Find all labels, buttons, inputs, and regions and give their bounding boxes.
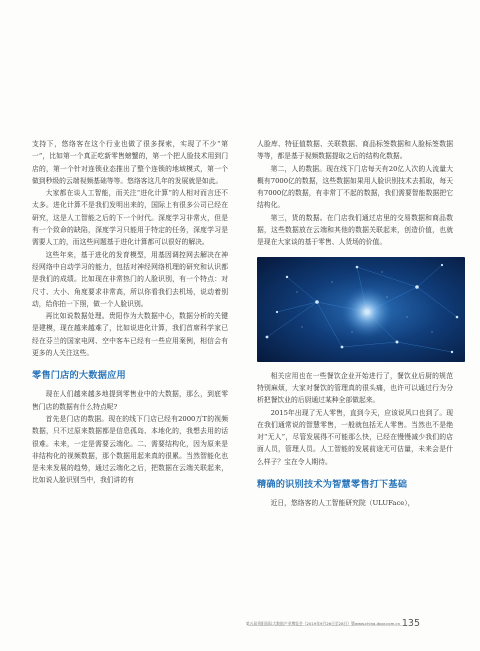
body-paragraph: 这些年来，基于进化的发育模型，用基因调控网去解决在神经网络中自动学习的能力，包括对神经网络机理的研究和认识都是我们的成绩。比如现在非常热门的人脸识别，有一个特点：对尺寸、大小、角度要求非常高，所以你看我们去机场，说动着别动，给你拍一下照，做一个人脸识别。 <box>32 250 228 308</box>
network-illustration <box>257 257 465 362</box>
body-paragraph: 大家都在谈人工智能，而关注“进化计算”的人相对而言还不太多。进化计算不是我们发明出来的，国际上有很多公司已经在研究，这是人工智能之后的下一个时代。深度学习非常火，但是有一个致命的缺陷，深度学习只能用于特定的任务，深度学习是需要人工的，而这些问题基于进化计算都可以很好的解决。 <box>32 189 228 247</box>
body-paragraph: 第二，人的数据。现在线下门店每天有20亿人次的人流量大概有7000亿的数据，这些数据如果用人脸识别技术去抓取，每天有7000亿的数据，有非常丁不起的数据，我们需要智能数据把它结构化。 <box>257 164 453 210</box>
page-footer <box>0 618 480 634</box>
right-column <box>257 138 453 509</box>
footer-text: 第五届贵阳国际大数据产业博览会（2019年9月26日至28日）暨www.china-door.com.cn <box>245 621 400 626</box>
body-paragraph: 第三，货的数据。在门店我们通过店里的交易数据和商品数据，这些数据放在云端和其他的数据关联起来，创造价值，也就是现在大家谈的基于零售、人货场的价值。 <box>257 213 453 247</box>
body-paragraph: 人脸库、特征值数据、关联数据、商品标签数据和人脸标签数据等等，都是基于视频数据提取之后的结构化数据。 <box>257 140 453 161</box>
body-paragraph: 首先是门店的数据。现在的线下门店已经有2000万T的视频数据，只不过原来数据都是信息孤岛、本地化的，我想去用的话很难。未来，一定是需要云端化。二、需要结构化，因为原来是非结构化的视频数据，那个数据用起来真的很累。当然智能化也是未来发展的趋势，通过云端化之后，把数据在云端关联起来，比如说人脸识别当中，我们讲的有 <box>32 414 228 485</box>
body-paragraph: 再比如说数据处理。贵阳作为大数据中心，数据分析的关键是建模，现在越来越难了，比如说进化计算，我们首席科学家已经在芬兰的国家电网、空中客车已经有一些应用案例，相信会有更多的人关注这些。 <box>32 312 228 358</box>
body-paragraph: 相关应用也在一些餐饮企业开始进行了，餐饮业后厨的规范特别麻烦，大家对餐饮的管理真的很头痛，也许可以通过行为分析把餐饮业的后厨通过某种全部做起来。 <box>257 371 453 405</box>
left-column <box>32 138 228 487</box>
body-paragraph: 现在人们越来越多地提到零售业中的大数据，那么，到底零售门店的数据有什么特点呢? <box>32 390 228 411</box>
section-heading: 精确的识别技术为智慧零售打下基础 <box>257 479 408 491</box>
page-number: 135 <box>401 618 420 629</box>
body-paragraph: 2015年出现了无人零售，直到今天，应该说风口也到了。现在我们通常说的智慧零售，一般就包括无人零售。当然也不是绝对“无人”，尽管发展得不可能那么快，已经在慢慢减少我们的店面人员，管理人员。人工智能的发展前途无可估量，未来会是什么样子？宝在令人期待。 <box>257 408 453 466</box>
body-paragraph: 支持下，悠络客在这个行业也做了很多探索，实现了不少“第一”，比如第一个真正吃新零售螃蟹的，第一个把人脸技术用到门店的，第一个针对连锁业态推出了整个连锁的地域模式，第一个做到秒级的云端视频基础等等。悠络客这几年的发展就是如此。 <box>32 140 228 185</box>
section-heading: 零售门店的大数据应用 <box>32 370 126 382</box>
digital-network-figure <box>257 257 465 362</box>
body-paragraph: 近日，悠络客的人工智能研究院（ULUFace）， <box>270 499 415 508</box>
